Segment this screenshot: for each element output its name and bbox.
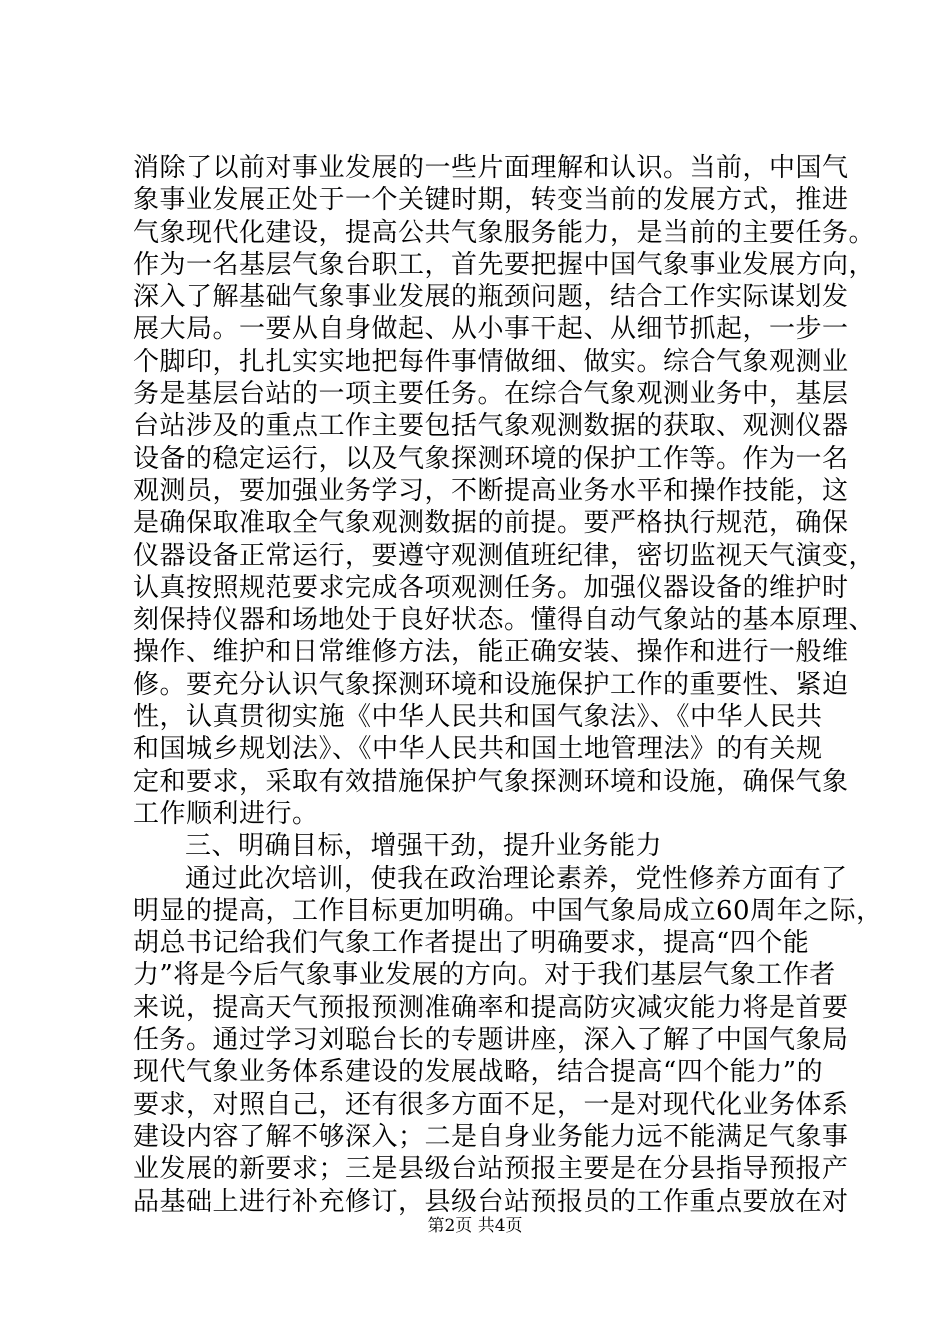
text-line: 设备的稳定运行，以及气象探测环境的保护工作等。作为一名 — [133, 443, 849, 474]
text-line: 力”将是今后气象事业发展的方向。对于我们基层气象工作者 — [133, 960, 836, 991]
text-line: 品基础上进行补充修订，县级台站预报员的工作重点要放在对 — [133, 1186, 849, 1217]
text-line: 深入了解基础气象事业发展的瓶颈问题，结合工作实际谋划发 — [133, 282, 849, 313]
text-line: 刻保持仪器和场地处于良好状态。懂得自动气象站的基本原理、 — [133, 605, 876, 636]
text-line: 仪器设备正常运行，要遵守观测值班纪律，密切监视天气演变， — [133, 540, 876, 571]
text-line: 通过此次培训，使我在政治理论素养，党性修养方面有了 — [185, 863, 848, 894]
text-line: 胡总书记给我们气象工作者提出了明确要求，提高“四个能 — [133, 928, 810, 959]
text-line: 消除了以前对事业发展的一些片面理解和认识。当前，中国气 — [133, 153, 849, 183]
page-number: 第2页 共4页 — [427, 1216, 523, 1236]
text-line: 现代气象业务体系建设的发展战略，结合提高“四个能力”的 — [133, 1057, 824, 1088]
text-line: 定和要求，采取有效措施保护气象探测环境和设施，确保气象 — [133, 766, 849, 797]
text-line: 个脚印，扎扎实实地把每件事情做细、做实。综合气象观测业 — [133, 346, 849, 377]
text-line: 修。要充分认识气象探测环境和设施保护工作的重要性、紧迫 — [133, 669, 849, 700]
text-line: 认真按照规范要求完成各项观测任务。加强仪器设备的维护时 — [133, 572, 849, 603]
text-line: 建设内容了解不够深入；二是自身业务能力远不能满足气象事 — [133, 1121, 849, 1152]
text-line: 台站涉及的重点工作主要包括气象观测数据的获取、观测仪器 — [133, 411, 849, 442]
text-line: 任务。通过学习刘聪台长的专题讲座，深入了解了中国气象局 — [133, 1025, 849, 1056]
body-text — [133, 152, 883, 1218]
text-line: 工作顺利进行。 — [133, 798, 319, 829]
text-line: 展大局。一要从自身做起、从小事干起、从细节抓起，一步一 — [133, 314, 849, 345]
section-heading: 三、明确目标，增强干劲，提升业务能力 — [185, 831, 663, 862]
text-line: 要求，对照自己，还有很多方面不足，一是对现代化业务体系 — [133, 1089, 849, 1120]
text-line: 明显的提高，工作目标更加明确。中国气象局成立60周年之际， — [133, 895, 883, 926]
text-line: 象事业发展正处于一个关键时期，转变当前的发展方式，推进 — [133, 185, 849, 216]
text-line: 务是基层台站的一项主要任务。在综合气象观测业务中，基层 — [133, 379, 849, 410]
text-line: 是确保取准取全气象观测数据的前提。要严格执行规范，确保 — [133, 508, 849, 539]
text-line: 作为一名基层气象台职工，首先要把握中国气象事业发展方向， — [133, 249, 876, 280]
text-line: 观测员，要加强业务学习，不断提高业务水平和操作技能，这 — [133, 475, 849, 506]
text-line: 性，认真贯彻实施《中华人民共和国气象法》、《中华人民共 — [133, 702, 823, 733]
text-line: 和国城乡规划法》、《中华人民共和国土地管理法》的有关规 — [133, 734, 823, 765]
text-line: 业发展的新要求；三是县级台站预报主要是在分县指导预报产 — [133, 1154, 849, 1185]
text-line: 操作、维护和日常维修方法，能正确安装、操作和进行一般维 — [133, 637, 849, 668]
text-line: 来说，提高天气预报预测准确率和提高防灾减灾能力将是首要 — [133, 992, 849, 1023]
text-line: 气象现代化建设，提高公共气象服务能力，是当前的主要任务。 — [133, 217, 876, 248]
